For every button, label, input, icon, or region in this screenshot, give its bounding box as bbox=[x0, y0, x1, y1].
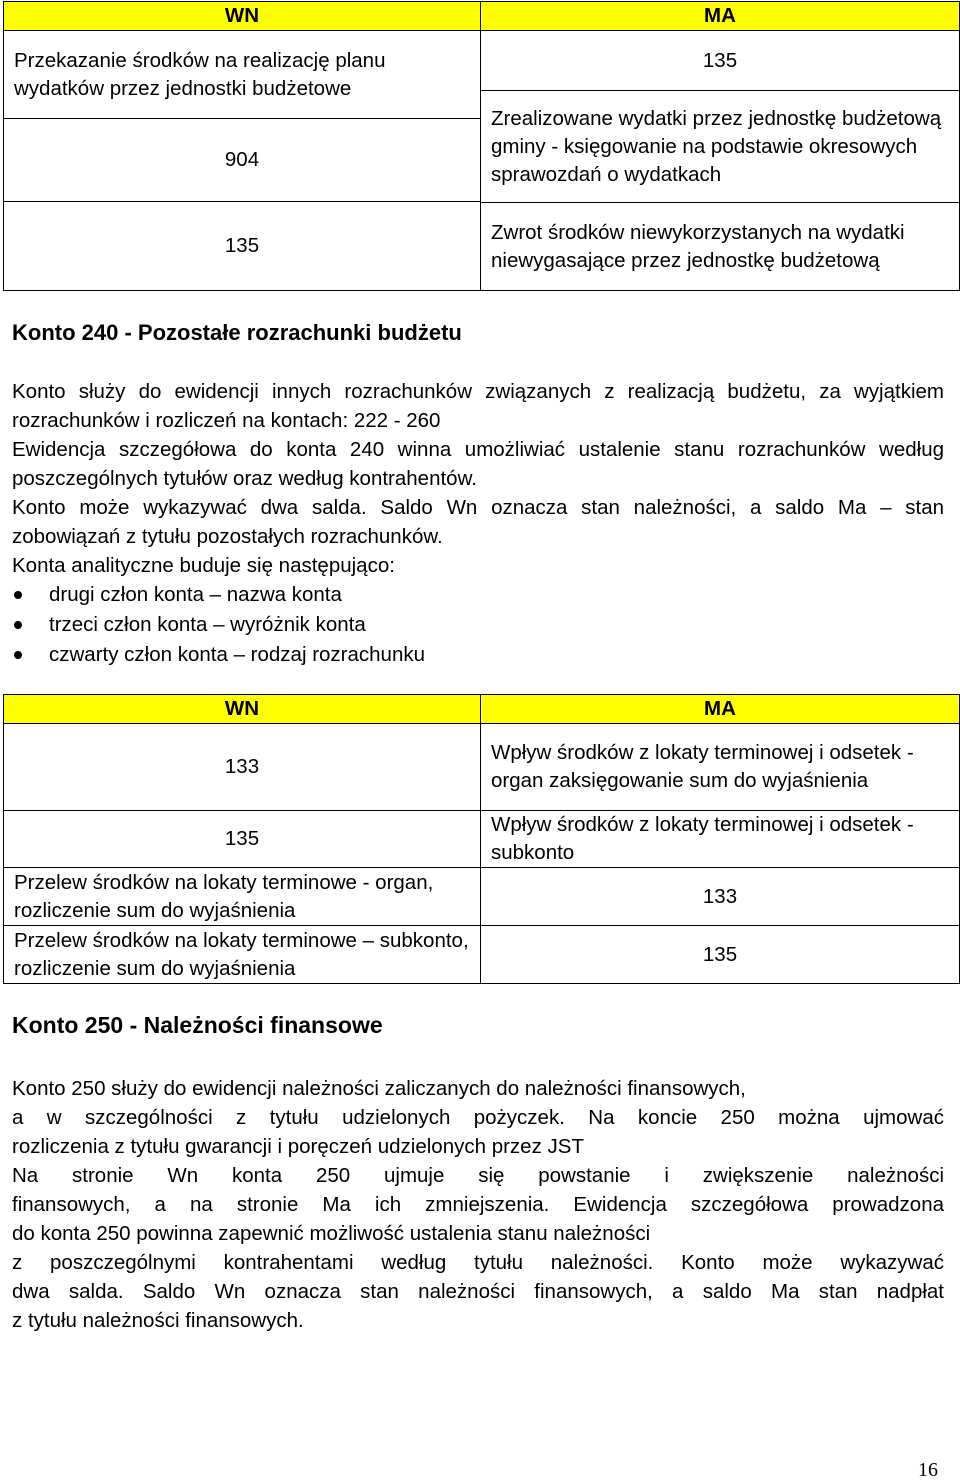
ma-cell: Zwrot środków niewykorzystanych na wydatki niewygasające przez jednostkę budżetową bbox=[481, 203, 960, 291]
ma-header: MA bbox=[481, 2, 960, 31]
section-heading-konto-250: Konto 250 - Należności finansowe bbox=[12, 1012, 383, 1038]
ma-cell: Wpływ środków z lokaty terminowej i odsetek - subkonto bbox=[481, 811, 960, 868]
account-table-135 bbox=[3, 1, 960, 291]
list-item bbox=[12, 580, 944, 610]
paragraph-line: Konto 250 służy do ewidencji należności zaliczanych do należności finansowych, bbox=[12, 1077, 746, 1100]
section-body-konto-240 bbox=[12, 377, 944, 670]
paragraph-line: rozliczenia z tytułu gwarancji i poręczeń udzielonych przez JST bbox=[12, 1135, 584, 1158]
wn-cell: 135 bbox=[4, 202, 481, 291]
section-body-konto-250 bbox=[12, 1074, 944, 1335]
paragraph: Konto służy do ewidencji innych rozrachunków związanych z realizacją budżetu, za wyjątkiem rozrachunków i rozliczeń na kontach: 222 - 260 bbox=[12, 380, 944, 432]
paragraph-line: z poszczególnymi kontrahentami według tytułu należności. Konto może wykazywać bbox=[12, 1251, 944, 1274]
wn-cell: Przelew środków na lokaty terminowe - organ, rozliczenie sum do wyjaśnienia bbox=[4, 868, 481, 926]
list-item bbox=[12, 640, 944, 670]
wn-cell: 135 bbox=[4, 811, 481, 868]
ma-header: MA bbox=[481, 695, 960, 724]
paragraph-line: do konta 250 powinna zapewnić możliwość ustalenia stanu należności bbox=[12, 1222, 651, 1245]
ma-cell: Zrealizowane wydatki przez jednostkę budżetową gminy - księgowanie na podstawie okresowych sprawozdań o wydatkach bbox=[481, 91, 960, 203]
ma-cell: 135 bbox=[481, 31, 960, 91]
bullet-icon bbox=[14, 651, 22, 659]
paragraph: Konto może wykazywać dwa salda. Saldo Wn oznacza stan należności, a saldo Ma – stan zobowiązań z tytułu pozostałych rozrachunków. bbox=[12, 496, 944, 548]
wn-header: WN bbox=[4, 2, 481, 31]
section-heading-konto-240: Konto 240 - Pozostałe rozrachunki budżetu bbox=[12, 320, 462, 345]
ma-cell: 133 bbox=[481, 868, 960, 926]
account-table-240 bbox=[3, 694, 960, 984]
bullet-list bbox=[12, 580, 944, 670]
wn-header: WN bbox=[4, 695, 481, 724]
bullet-icon bbox=[14, 591, 22, 599]
ma-cell: 135 bbox=[481, 926, 960, 984]
paragraph: Konta analityczne buduje się następująco: bbox=[12, 554, 395, 577]
paragraph-line: finansowych, a na stronie Ma ich zmniejszenia. Ewidencja szczegółowa prowadzona bbox=[12, 1193, 944, 1216]
wn-cell: 133 bbox=[4, 724, 481, 811]
list-item bbox=[12, 610, 944, 640]
wn-cell: 904 bbox=[4, 119, 481, 202]
list-item-text: trzeci człon konta – wyróżnik konta bbox=[49, 613, 366, 636]
paragraph-line: Na stronie Wn konta 250 ujmuje się powstanie i zwiększenie należności bbox=[12, 1164, 944, 1187]
paragraph: Ewidencja szczegółowa do konta 240 winna umożliwiać ustalenie stanu rozrachunków według poszczególnych tytułów oraz według kontrahentów. bbox=[12, 438, 944, 490]
bullet-icon bbox=[14, 621, 22, 629]
paragraph-line: dwa salda. Saldo Wn oznacza stan należności finansowych, a saldo Ma stan nadpłat bbox=[12, 1280, 944, 1303]
page-number: 16 bbox=[918, 1459, 938, 1481]
ma-cell: Wpływ środków z lokaty terminowej i odsetek - organ zaksięgowanie sum do wyjaśnienia bbox=[481, 724, 960, 811]
list-item-text: drugi człon konta – nazwa konta bbox=[49, 583, 342, 606]
paragraph-line: a w szczególności z tytułu udzielonych pożyczek. Na koncie 250 można ujmować bbox=[12, 1106, 944, 1129]
wn-cell: Przekazanie środków na realizację planu wydatków przez jednostki budżetowe bbox=[4, 31, 481, 119]
wn-cell: Przelew środków na lokaty terminowe – subkonto, rozliczenie sum do wyjaśnienia bbox=[4, 926, 481, 984]
list-item-text: czwarty człon konta – rodzaj rozrachunku bbox=[49, 643, 426, 666]
paragraph-line: z tytułu należności finansowych. bbox=[12, 1309, 304, 1332]
